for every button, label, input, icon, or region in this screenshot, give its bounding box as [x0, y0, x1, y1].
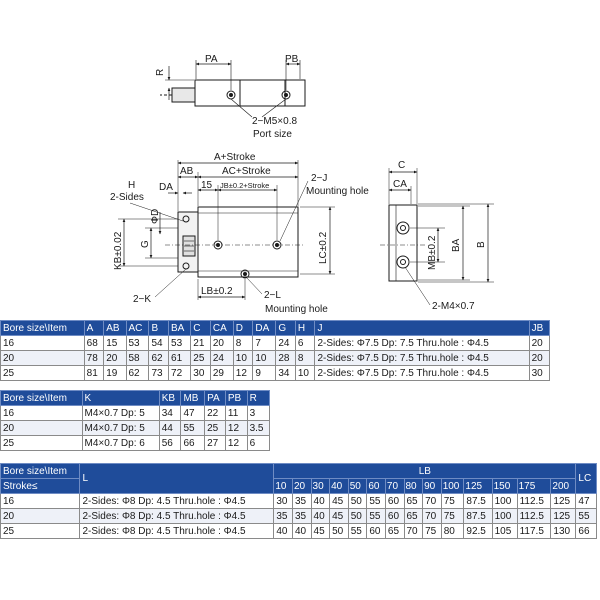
table-row	[1, 436, 270, 451]
table-cell: 12	[233, 366, 253, 381]
table-header-cell: MB	[181, 391, 205, 406]
table-cell: 11	[225, 406, 247, 421]
table-cell-lb: 65	[404, 494, 423, 509]
table-cell-lc: 55	[576, 509, 597, 524]
table-cell: 20	[529, 336, 549, 351]
header-LB: LB	[274, 464, 576, 479]
table-cell-lb: 40	[311, 494, 330, 509]
label-2-L: 2−L	[264, 290, 281, 301]
table-cell-lb: 70	[423, 509, 442, 524]
label-mounting-hole-L: Mounting hole	[265, 304, 328, 315]
table-row	[1, 524, 597, 539]
table-cell: 73	[149, 366, 169, 381]
table-cell: 44	[159, 421, 181, 436]
table-cell: 30	[529, 366, 549, 381]
table-cell: 20	[1, 421, 83, 436]
table-cell-bore: 25	[1, 524, 80, 539]
side-view-body	[389, 205, 417, 281]
table-header-cell: BA	[169, 321, 191, 336]
table-cell-lb: 55	[348, 524, 367, 539]
table-header-row	[1, 391, 270, 406]
table-cell-lb: 130	[551, 524, 576, 539]
table-header-cell: Bore size\Item	[1, 321, 85, 336]
table-header-cell: JB	[529, 321, 549, 336]
table-cell: 25	[1, 366, 85, 381]
table-cell: 54	[149, 336, 169, 351]
table-cell-lb: 35	[274, 509, 293, 524]
table-cell-lb: 50	[348, 509, 367, 524]
table-cell: 10	[253, 351, 276, 366]
header-stroke-value: 150	[492, 479, 517, 494]
table-cell-lb: 45	[330, 509, 349, 524]
table-cell: 2-Sides: Φ7.5 Dp: 7.5 Thru.hole : Φ4.5	[315, 336, 529, 351]
table-cell-lb: 55	[367, 494, 386, 509]
label-LB: LB±0.2	[201, 286, 233, 297]
table-cell: 20	[529, 351, 549, 366]
table-header-cell: Bore size\Item	[1, 391, 83, 406]
table-cell-lb: 50	[330, 524, 349, 539]
spec-table-3	[0, 463, 597, 539]
top-view	[160, 60, 305, 117]
table-cell: 66	[181, 436, 205, 451]
table-cell: 25	[1, 436, 83, 451]
table-cell-lb: 100	[492, 509, 517, 524]
table-header-cell: CA	[210, 321, 233, 336]
table-cell: 78	[84, 351, 104, 366]
table-cell-lb: 92.5	[464, 524, 492, 539]
label-2-K: 2−K	[133, 294, 152, 305]
table-cell-lb: 87.5	[464, 494, 492, 509]
table-cell: 25	[191, 351, 211, 366]
table-cell-L: 2-Sides: Φ8 Dp: 4.5 Thru.hole : Φ4.5	[80, 494, 274, 509]
table-header-cell: AC	[126, 321, 149, 336]
table-cell-lb: 65	[404, 509, 423, 524]
table-cell: 24	[276, 336, 296, 351]
table-header-cell: KB	[159, 391, 181, 406]
label-KB: KB±0.02	[113, 231, 124, 270]
label-LC: LC±0.2	[318, 231, 329, 264]
table-cell-lb: 112.5	[517, 509, 551, 524]
table-cell: 2-Sides: Φ7.5 Dp: 7.5 Thru.hole : Φ4.5	[315, 351, 529, 366]
header-stroke-value: 125	[464, 479, 492, 494]
table-cell: 25	[205, 421, 226, 436]
header-stroke-value: 100	[441, 479, 464, 494]
table-cell: 3	[247, 406, 269, 421]
table-cell-lb: 50	[348, 494, 367, 509]
table-header-cell: PA	[205, 391, 226, 406]
spec-table-2	[0, 390, 270, 451]
spec-table-1	[0, 320, 550, 381]
table-row	[1, 421, 270, 436]
header-stroke-value: 40	[330, 479, 349, 494]
table-header-cell: B	[149, 321, 169, 336]
table-cell: 81	[84, 366, 104, 381]
label-A-stroke: A+Stroke	[214, 152, 256, 163]
table-cell: 56	[159, 436, 181, 451]
table-cell: 20	[210, 336, 233, 351]
table-cell-lb: 45	[330, 494, 349, 509]
table-cell-lb: 125	[551, 494, 576, 509]
table-cell: 3.5	[247, 421, 269, 436]
table-row	[1, 509, 597, 524]
table-cell-lb: 35	[292, 509, 311, 524]
label-port-size: Port size	[253, 129, 292, 140]
table-cell-lb: 40	[292, 524, 311, 539]
table-cell: 21	[191, 336, 211, 351]
table-cell: 10	[233, 351, 253, 366]
table-cell-lb: 75	[423, 524, 442, 539]
table-cell-lb: 117.5	[517, 524, 551, 539]
table-cell: 20	[1, 351, 85, 366]
table-cell: 24	[210, 351, 233, 366]
label-G: G	[140, 240, 151, 248]
label-port-size-callout: 2−M5×0.8	[252, 116, 298, 127]
label-H: H	[128, 180, 136, 191]
table-cell: 12	[225, 436, 247, 451]
table-cell-lb: 40	[311, 509, 330, 524]
label-15: 15	[201, 180, 213, 191]
table-cell-lb: 125	[551, 509, 576, 524]
label-mounting-hole-J: Mounting hole	[306, 186, 369, 197]
table-cell: 30	[191, 366, 211, 381]
table-header-cell: DA	[253, 321, 276, 336]
table-cell: 47	[181, 406, 205, 421]
label-JB: JB±0.2+Stroke	[220, 181, 270, 190]
table-cell-lb: 60	[385, 509, 404, 524]
table-cell: 8	[233, 336, 253, 351]
table-header-cell: K	[82, 391, 159, 406]
table-cell-lb: 70	[423, 494, 442, 509]
table-cell-lb: 60	[385, 494, 404, 509]
header-stroke-value: 60	[367, 479, 386, 494]
table-cell-lb: 60	[367, 524, 386, 539]
table-row	[1, 366, 550, 381]
table-header-cell: J	[315, 321, 529, 336]
table-cell-lb: 80	[441, 524, 464, 539]
table-cell: 19	[104, 366, 126, 381]
label-DA: DA	[159, 182, 173, 193]
table-header-row	[1, 464, 597, 479]
table-header-cell: D	[233, 321, 253, 336]
table-cell: 15	[104, 336, 126, 351]
header-stroke-value: 200	[551, 479, 576, 494]
table-header-cell: C	[191, 321, 211, 336]
label-phiD: ΦD	[150, 208, 161, 224]
table-cell: 62	[126, 366, 149, 381]
header-stroke-value: 80	[404, 479, 423, 494]
label-AC-stroke: AC+Stroke	[222, 166, 271, 177]
table-cell-lb: 112.5	[517, 494, 551, 509]
header-stroke: Stroke≤	[1, 479, 80, 494]
table-cell-L: 2-Sides: Φ8 Dp: 4.5 Thru.hole : Φ4.5	[80, 524, 274, 539]
table-row	[1, 336, 550, 351]
table-cell-L: 2-Sides: Φ8 Dp: 4.5 Thru.hole : Φ4.5	[80, 509, 274, 524]
table-cell-lb: 55	[367, 509, 386, 524]
table-cell: 55	[181, 421, 205, 436]
table-cell: 27	[205, 436, 226, 451]
table-cell: 53	[126, 336, 149, 351]
table-cell-lb: 40	[274, 524, 293, 539]
header-bore-size-item: Bore size\Item	[1, 464, 80, 479]
label-PA: PA	[205, 54, 218, 65]
table-cell-bore: 16	[1, 494, 80, 509]
table-cell: M4×0.7 Dp: 6	[82, 436, 159, 451]
table-cell: 10	[295, 366, 315, 381]
label-2-J: 2−J	[311, 173, 328, 184]
table-cell-lb: 70	[404, 524, 423, 539]
table-cell: 29	[210, 366, 233, 381]
label-MB: MB±0.2	[427, 235, 438, 270]
table-cell-lb: 87.5	[464, 509, 492, 524]
table-header-cell: PB	[225, 391, 247, 406]
header-stroke-value: 50	[348, 479, 367, 494]
header-stroke-value: 90	[423, 479, 442, 494]
table-cell: 6	[295, 336, 315, 351]
label-PB: PB	[285, 54, 299, 65]
table-cell: 20	[104, 351, 126, 366]
table-cell: 8	[295, 351, 315, 366]
table-row	[1, 494, 597, 509]
header-stroke-value: 30	[311, 479, 330, 494]
table-cell-lb: 105	[492, 524, 517, 539]
table-header-row	[1, 321, 550, 336]
table-cell-lb: 75	[441, 494, 464, 509]
header-L: L	[80, 464, 274, 494]
table-cell: 61	[169, 351, 191, 366]
table-cell: M4×0.7 Dp: 5	[82, 421, 159, 436]
label-BA: BA	[451, 238, 462, 252]
table-cell: 7	[253, 336, 276, 351]
header-LC: LC	[576, 464, 597, 494]
header-stroke-value: 20	[292, 479, 311, 494]
table-cell: 9	[253, 366, 276, 381]
table-cell-lb: 75	[441, 509, 464, 524]
table-header-cell: A	[84, 321, 104, 336]
table-cell: 53	[169, 336, 191, 351]
table-cell-bore: 20	[1, 509, 80, 524]
table-cell: 58	[126, 351, 149, 366]
header-stroke-value: 175	[517, 479, 551, 494]
table-cell: 28	[276, 351, 296, 366]
table-cell: 68	[84, 336, 104, 351]
table-cell-lb: 65	[385, 524, 404, 539]
table-cell: 34	[159, 406, 181, 421]
label-2-sides: 2-Sides	[110, 192, 144, 203]
top-view-rod-end	[172, 88, 195, 102]
table-header-cell: H	[295, 321, 315, 336]
front-view-body	[198, 207, 298, 277]
label-R: R	[155, 68, 166, 76]
label-C: C	[398, 160, 406, 171]
table-cell-lc: 66	[576, 524, 597, 539]
table-cell-lb: 100	[492, 494, 517, 509]
table-cell: 12	[225, 421, 247, 436]
label-2-M4-callout: 2-M4×0.7	[432, 301, 475, 312]
table-cell-lb: 30	[274, 494, 293, 509]
header-stroke-value: 10	[274, 479, 293, 494]
label-CA: CA	[393, 179, 407, 190]
label-AB: AB	[180, 166, 194, 177]
table-cell: 6	[247, 436, 269, 451]
table-cell: 62	[149, 351, 169, 366]
table-header-cell: G	[276, 321, 296, 336]
table-row	[1, 351, 550, 366]
header-stroke-value: 70	[385, 479, 404, 494]
table-cell-lb: 45	[311, 524, 330, 539]
table-cell-lc: 47	[576, 494, 597, 509]
label-B: B	[476, 241, 487, 248]
table-cell: 16	[1, 336, 85, 351]
table-row	[1, 406, 270, 421]
table-cell: 72	[169, 366, 191, 381]
table-cell: M4×0.7 Dp: 5	[82, 406, 159, 421]
table-cell-lb: 35	[292, 494, 311, 509]
table-cell: 16	[1, 406, 83, 421]
table-header-cell: R	[247, 391, 269, 406]
table-cell: 2-Sides: Φ7.5 Dp: 7.5 Thru.hole : Φ4.5	[315, 366, 529, 381]
table-cell: 34	[276, 366, 296, 381]
top-view-body	[195, 80, 305, 106]
table-cell: 22	[205, 406, 226, 421]
table-header-cell: AB	[104, 321, 126, 336]
